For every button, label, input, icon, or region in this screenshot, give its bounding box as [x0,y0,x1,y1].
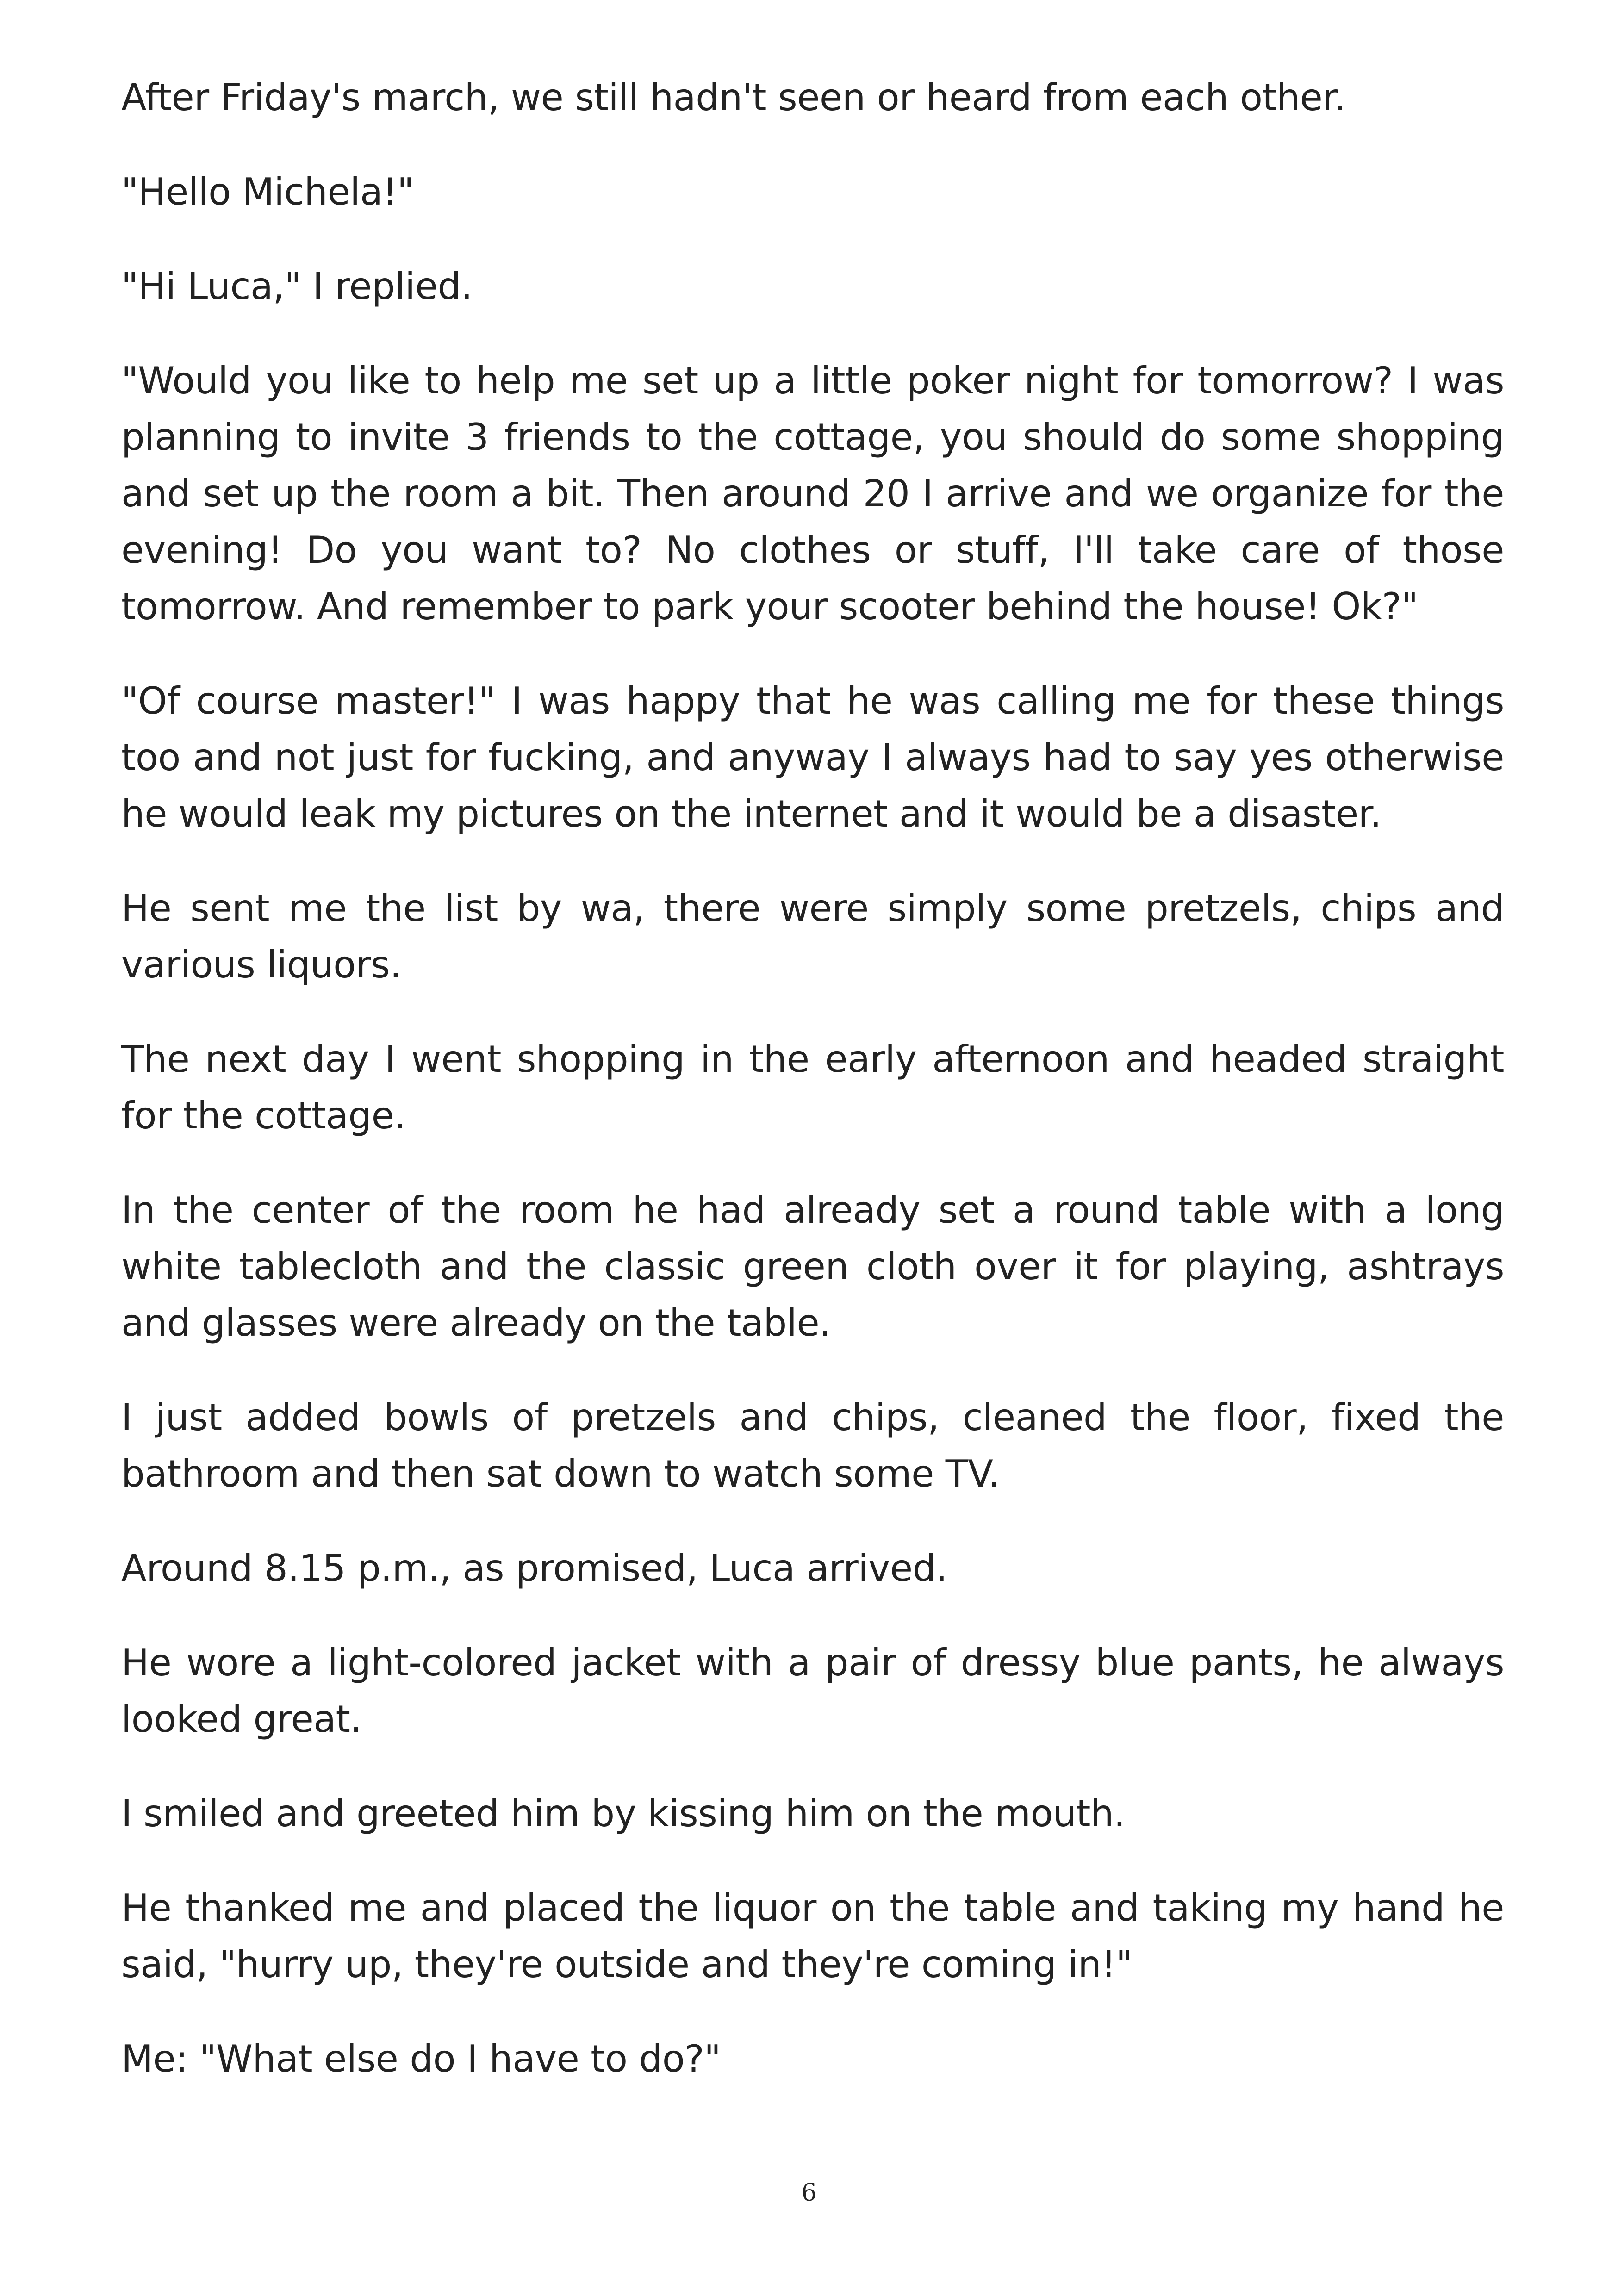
body-text [121,69,1504,2125]
page-number: 6 [801,2179,817,2207]
paragraph: I just added bowls of pretzels and chips, cleaned the floor, fixed the bathroom and then sat down to watch some TV. [121,1396,1504,1495]
paragraph: "Hello Michela!" [121,170,414,213]
paragraph: Around 8.15 p.m., as promised, Luca arrived. [121,1547,947,1590]
paragraph: Me: "What else do I have to do?" [121,2037,721,2080]
paragraph: He sent me the list by wa, there were simply some pretzels, chips and various liquors. [121,887,1504,986]
paragraph: In the center of the room he had already set a round table with a long white tablecloth and the classic green cloth over it for playing, ashtrays and glasses were already on the table. [121,1188,1504,1344]
paragraph: The next day I went shopping in the early afternoon and headed straight for the cottage. [121,1038,1504,1137]
paragraph: After Friday's march, we still hadn't seen or heard from each other. [121,76,1346,119]
paragraph: He thanked me and placed the liquor on the table and taking my hand he said, "hurry up, they're outside and they're coming in!" [121,1886,1504,1986]
paragraph: He wore a light-colored jacket with a pair of dressy blue pants, he always looked great. [121,1641,1504,1741]
paragraph: "Would you like to help me set up a little poker night for tomorrow? I was planning to invite 3 friends to the cottage, you should do some shopping and set up the room a bit. Then around 20 I arrive and we organize for the evening! Do you want to? No clothes or stuff, I'll take care of those tomorrow. And remember to park your scooter behind the house! Ok?" [121,359,1504,628]
paragraph: "Hi Luca," I replied. [121,265,473,308]
paragraph: "Of course master!" I was happy that he was calling me for these things too and not just for fucking, and anyway I always had to say yes otherwise he would leak my pictures on the internet and it would be a disaster. [121,679,1504,835]
paragraph: I smiled and greeted him by kissing him on the mouth. [121,1792,1126,1835]
